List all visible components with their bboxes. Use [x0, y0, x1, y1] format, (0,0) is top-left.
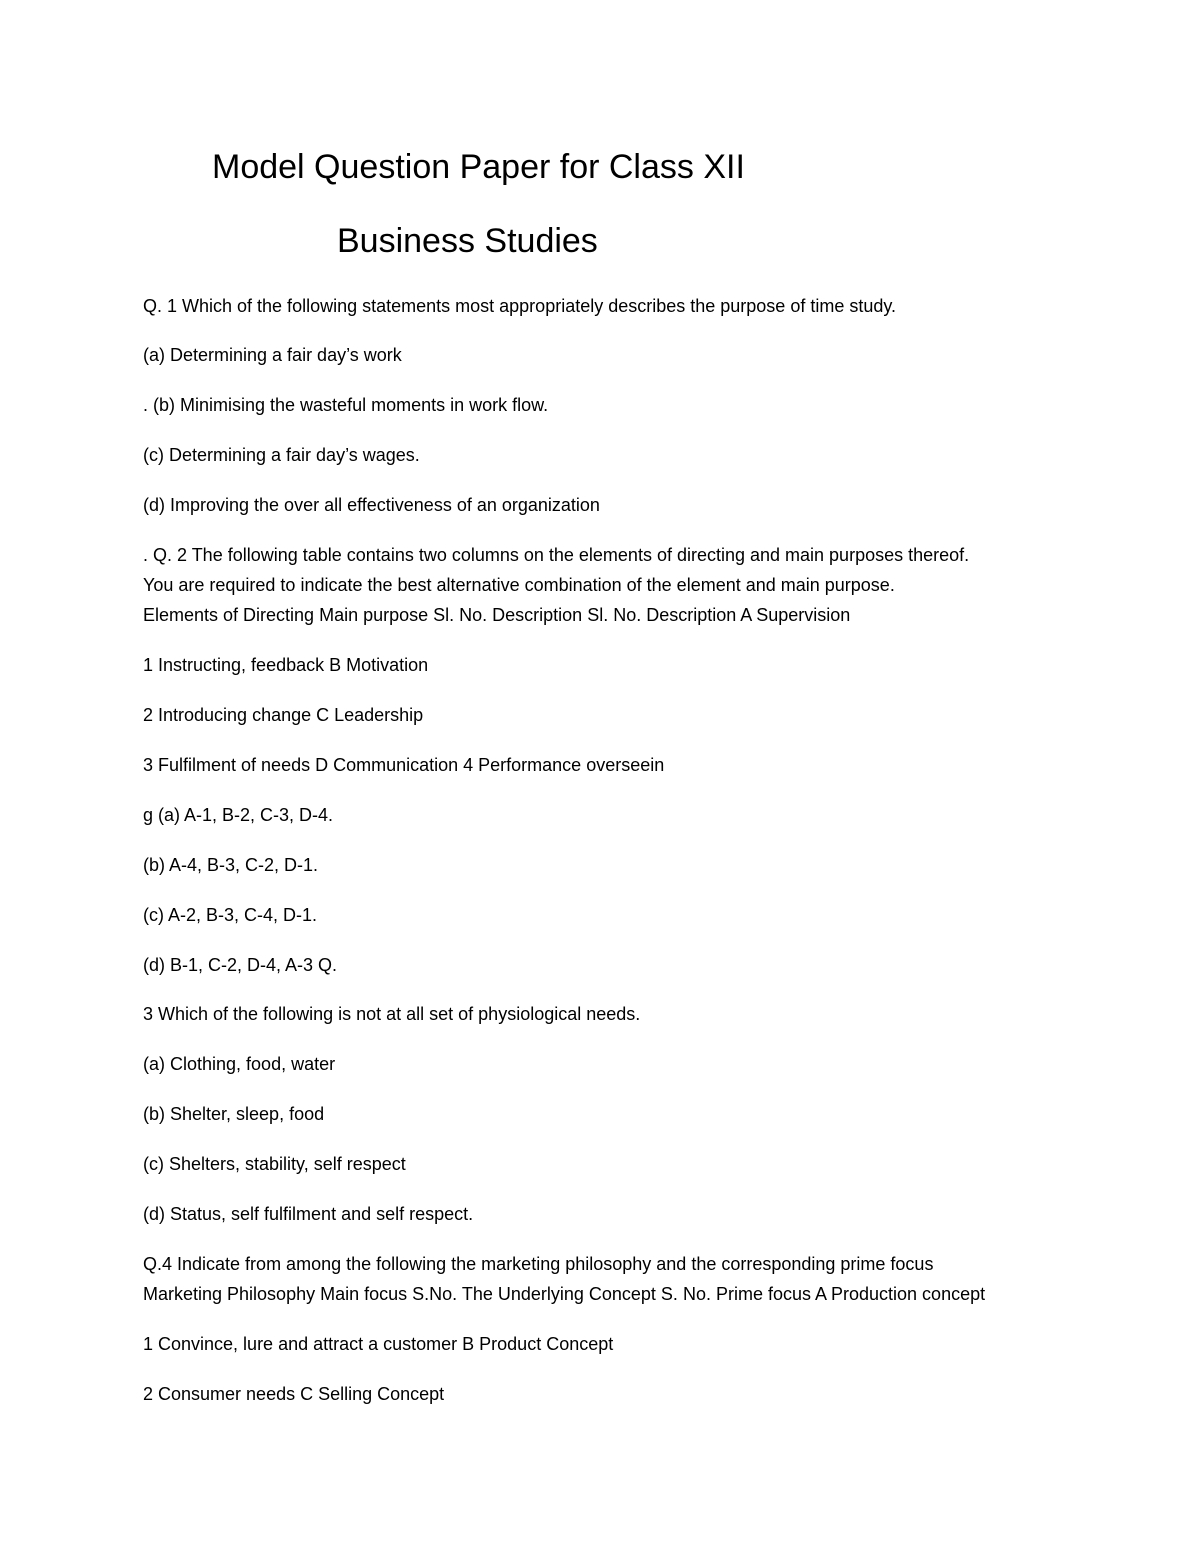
q2-option-a: g (a) A-1, B-2, C-3, D-4.	[143, 805, 334, 825]
q1-option-c: (c) Determining a fair day’s wages.	[143, 445, 420, 465]
q3-option-d: (d) Status, self fulfilment and self respect.	[143, 1204, 474, 1224]
q2-table-row-3: 3 Fulfilment of needs D Communication 4 Performance overseein	[143, 755, 665, 775]
q3-option-b: (b) Shelter, sleep, food	[143, 1104, 325, 1124]
q4-table-header: Marketing Philosophy Main focus S.No. The Underlying Concept S. No. Prime focus A Production concept	[143, 1284, 986, 1304]
q1-option-a: (a) Determining a fair day’s work	[143, 345, 402, 365]
q2-table-row-1: 1 Instructing, feedback B Motivation	[143, 655, 429, 675]
q2-question-line-2: You are required to indicate the best alternative combination of the element and main purpose.	[143, 575, 895, 595]
q3-option-c: (c) Shelters, stability, self respect	[143, 1154, 406, 1174]
page-title: Model Question Paper for Class XII	[212, 148, 745, 186]
page-subtitle: Business Studies	[337, 222, 598, 260]
q4-table-row-2: 2 Consumer needs C Selling Concept	[143, 1384, 445, 1404]
q3-question: 3 Which of the following is not at all set of physiological needs.	[143, 1004, 641, 1024]
q2-option-d: (d) B-1, C-2, D-4, A-3 Q.	[143, 955, 338, 975]
q1-option-b: . (b) Minimising the wasteful moments in work flow.	[143, 395, 549, 415]
q1-question: Q. 1 Which of the following statements most appropriately describes the purpose of time study.	[143, 296, 897, 316]
q4-table-row-1: 1 Convince, lure and attract a customer B Product Concept	[143, 1334, 614, 1354]
q2-question-line-1: . Q. 2 The following table contains two columns on the elements of directing and main purposes thereof.	[143, 545, 970, 565]
q1-option-d: (d) Improving the over all effectiveness of an organization	[143, 495, 600, 515]
q4-question: Q.4 Indicate from among the following the marketing philosophy and the corresponding prime focus	[143, 1254, 934, 1274]
q2-option-c: (c) A-2, B-3, C-4, D-1.	[143, 905, 318, 925]
q2-table-header: Elements of Directing Main purpose Sl. No. Description Sl. No. Description A Supervision	[143, 605, 851, 625]
q2-table-row-2: 2 Introducing change C Leadership	[143, 705, 424, 725]
q2-option-b: (b) A-4, B-3, C-2, D-1.	[143, 855, 319, 875]
q3-option-a: (a) Clothing, food, water	[143, 1054, 336, 1074]
